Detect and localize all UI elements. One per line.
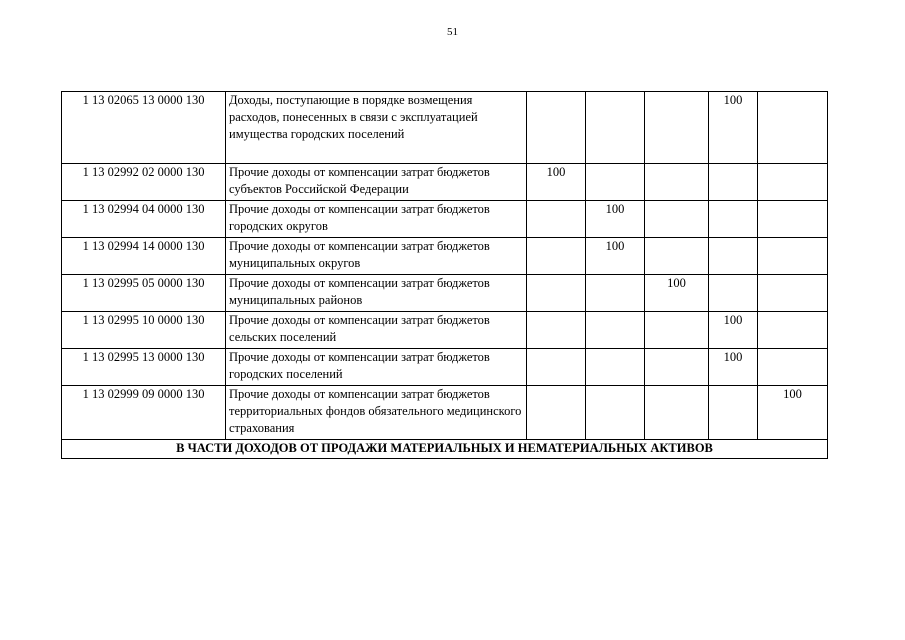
- share-value: [527, 312, 586, 349]
- share-value: [758, 349, 828, 386]
- share-value: [527, 386, 586, 440]
- share-value: [645, 201, 709, 238]
- revenue-description: Доходы, поступающие в порядке возмещения расходов, понесенных в связи с эксплуатацией имущества городских поселений: [226, 92, 527, 164]
- kbk-code: 1 13 02995 10 0000 130: [62, 312, 226, 349]
- share-value: [758, 201, 828, 238]
- share-value: 100: [586, 238, 645, 275]
- share-value: [709, 386, 758, 440]
- share-value: [527, 349, 586, 386]
- share-value: [586, 386, 645, 440]
- share-value: [758, 164, 828, 201]
- share-value: 100: [527, 164, 586, 201]
- share-value: 100: [709, 312, 758, 349]
- revenue-description: Прочие доходы от компенсации затрат бюджетов субъектов Российской Федерации: [226, 164, 527, 201]
- share-value: [645, 238, 709, 275]
- table-row: [62, 164, 828, 201]
- revenue-distribution-table: [61, 91, 828, 459]
- kbk-code: 1 13 02995 05 0000 130: [62, 275, 226, 312]
- share-value: 100: [758, 386, 828, 440]
- revenue-description: Прочие доходы от компенсации затрат бюджетов городских поселений: [226, 349, 527, 386]
- table-row: [62, 312, 828, 349]
- share-value: [645, 164, 709, 201]
- table-row: [62, 238, 828, 275]
- share-value: [758, 275, 828, 312]
- kbk-code: 1 13 02994 04 0000 130: [62, 201, 226, 238]
- share-value: [527, 238, 586, 275]
- kbk-code: 1 13 02999 09 0000 130: [62, 386, 226, 440]
- table-row: [62, 275, 828, 312]
- share-value: [645, 386, 709, 440]
- revenue-description: Прочие доходы от компенсации затрат бюджетов городских округов: [226, 201, 527, 238]
- revenue-description: Прочие доходы от компенсации затрат бюджетов территориальных фондов обязательного медицинского страхования: [226, 386, 527, 440]
- table-row: [62, 386, 828, 440]
- share-value: [586, 92, 645, 164]
- table-row: [62, 349, 828, 386]
- share-value: [645, 349, 709, 386]
- revenue-description: Прочие доходы от компенсации затрат бюджетов муниципальных округов: [226, 238, 527, 275]
- share-value: [645, 312, 709, 349]
- share-value: [527, 201, 586, 238]
- revenue-description: Прочие доходы от компенсации затрат бюджетов муниципальных районов: [226, 275, 527, 312]
- share-value: [527, 275, 586, 312]
- kbk-code: 1 13 02065 13 0000 130: [62, 92, 226, 164]
- share-value: [527, 92, 586, 164]
- share-value: [586, 164, 645, 201]
- table-row: [62, 201, 828, 238]
- share-value: [645, 92, 709, 164]
- share-value: [586, 312, 645, 349]
- share-value: [586, 275, 645, 312]
- table-row: [62, 92, 828, 164]
- kbk-code: 1 13 02995 13 0000 130: [62, 349, 226, 386]
- share-value: 100: [645, 275, 709, 312]
- kbk-code: 1 13 02994 14 0000 130: [62, 238, 226, 275]
- revenue-description: Прочие доходы от компенсации затрат бюджетов сельских поселений: [226, 312, 527, 349]
- share-value: [709, 275, 758, 312]
- section-heading: В ЧАСТИ ДОХОДОВ ОТ ПРОДАЖИ МАТЕРИАЛЬНЫХ И НЕМАТЕРИАЛЬНЫХ АКТИВОВ: [62, 440, 828, 459]
- share-value: 100: [709, 349, 758, 386]
- share-value: [709, 238, 758, 275]
- share-value: [758, 312, 828, 349]
- section-row: [62, 440, 828, 459]
- share-value: 100: [586, 201, 645, 238]
- share-value: [709, 164, 758, 201]
- kbk-code: 1 13 02992 02 0000 130: [62, 164, 226, 201]
- share-value: [586, 349, 645, 386]
- share-value: [709, 201, 758, 238]
- page-number: 51: [447, 26, 458, 38]
- share-value: 100: [709, 92, 758, 164]
- share-value: [758, 92, 828, 164]
- share-value: [758, 238, 828, 275]
